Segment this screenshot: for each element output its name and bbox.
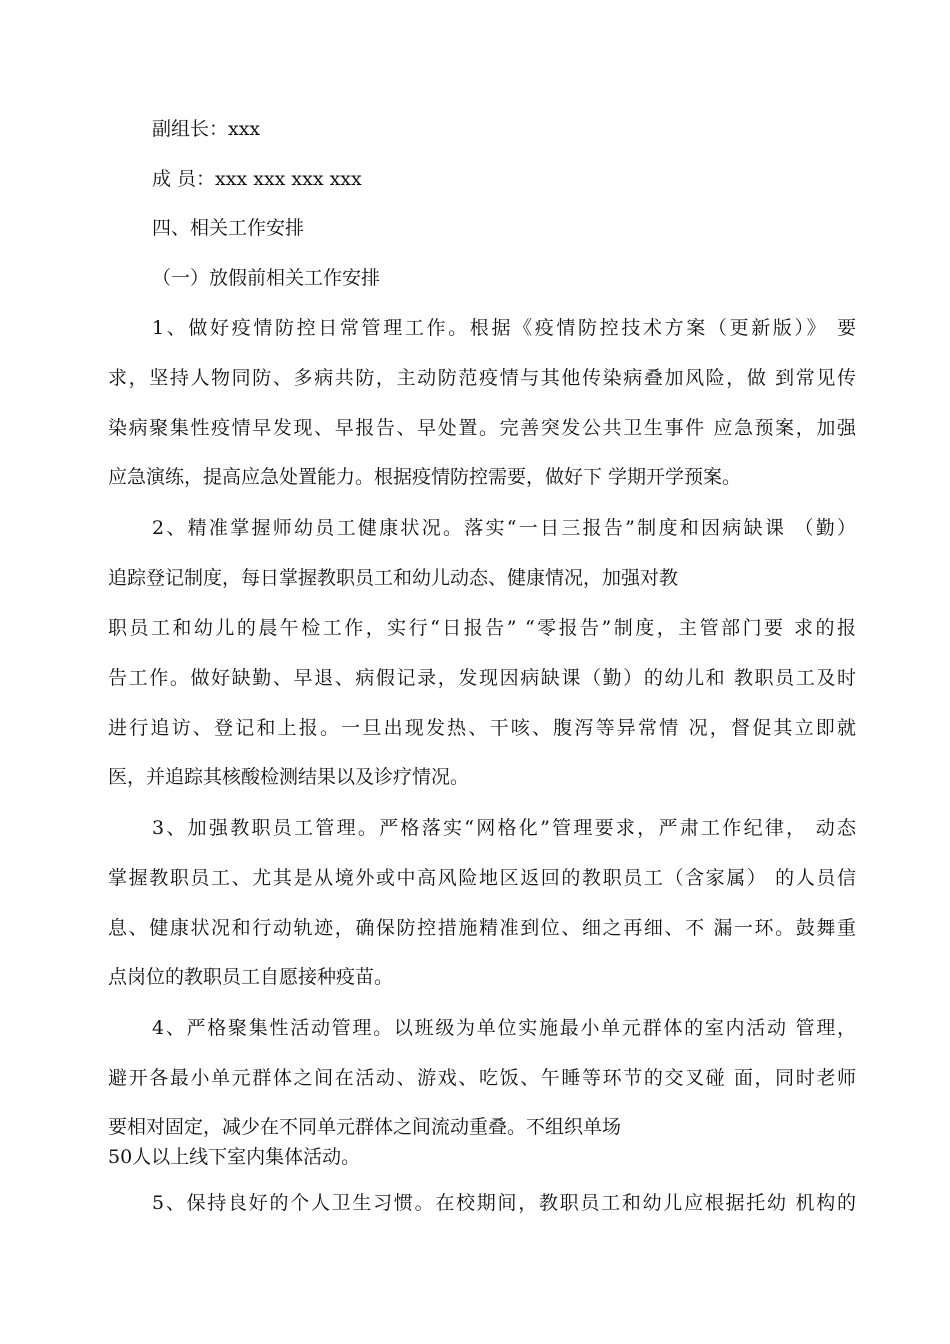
paragraph-line: 医，并追踪其核酸检测结果以及诊疗情况。: [108, 766, 470, 788]
paragraph-line: 息、健康状况和行动轨迹，确保防控措施精准到位、细之再细、不 漏一环。鼓舞重: [108, 917, 856, 939]
paragraph-line: 求，坚持人物同防、多病共防，主动防范疫情与其他传染病叠加风险，做 到常见传: [108, 367, 856, 389]
paragraph-line: 职员工和幼儿的晨午检工作，实行“日报告” “零报告”制度，主管部门要 求的报: [108, 617, 856, 639]
subsection-heading: （一）放假前相关工作安排: [152, 267, 381, 289]
paragraph-line: 进行追访、登记和上报。一旦出现发热、干咳、腹泻等异常情 况，督促其立即就: [108, 717, 856, 739]
paragraph-line: 50人以上线下室内集体活动。: [108, 1146, 361, 1168]
members-line: 成 员：xxx xxx xxx xxx: [152, 168, 362, 190]
paragraph-line: 1、做好疫情防控日常管理工作。根据《疫情防控技术方案（更新版）》 要: [152, 317, 856, 339]
section-heading: 四、相关工作安排: [152, 217, 305, 239]
paragraph-line: 应急演练，提高应急处置能力。根据疫情防控需要，做好下 学期开学预案。: [108, 466, 742, 488]
paragraph-line: 追踪登记制度，每日掌握教职员工和幼儿动态、健康情况，加强对教: [108, 567, 679, 589]
paragraph-line: 2、精准掌握师幼员工健康状况。落实“一日三报告”制度和因病缺课 （勤）: [152, 517, 856, 539]
paragraph-line: 点岗位的教职员工自愿接种疫苗。: [108, 966, 394, 988]
paragraph-line: 要相对固定，减少在不同单元群体之间流动重叠。不组织单场: [108, 1116, 622, 1138]
paragraph-line: 染病聚集性疫情早发现、早报告、早处置。完善突发公共卫生事件 应急预案，加强: [108, 417, 856, 439]
paragraph-line: 4、严格聚集性活动管理。以班级为单位实施最小单元群体的室内活动 管理，: [152, 1017, 856, 1039]
vice-leader-line: 副组长：xxx: [152, 118, 261, 140]
paragraph-line: 告工作。做好缺勤、早退、病假记录，发现因病缺课（勤）的幼儿和 教职员工及时: [108, 667, 856, 689]
paragraph-line: 5、保持良好的个人卫生习惯。在校期间，教职员工和幼儿应根据托幼 机构的: [152, 1192, 856, 1214]
paragraph-line: 避开各最小单元群体之间在活动、游戏、吃饭、午睡等环节的交叉碰 面，同时老师: [108, 1067, 856, 1089]
paragraph-line: 掌握教职员工、尤其是从境外或中高风险地区返回的教职员工（含家属） 的人员信: [108, 867, 856, 889]
paragraph-line: 3、加强教职员工管理。严格落实“网格化”管理要求，严肃工作纪律， 动态: [152, 817, 856, 839]
